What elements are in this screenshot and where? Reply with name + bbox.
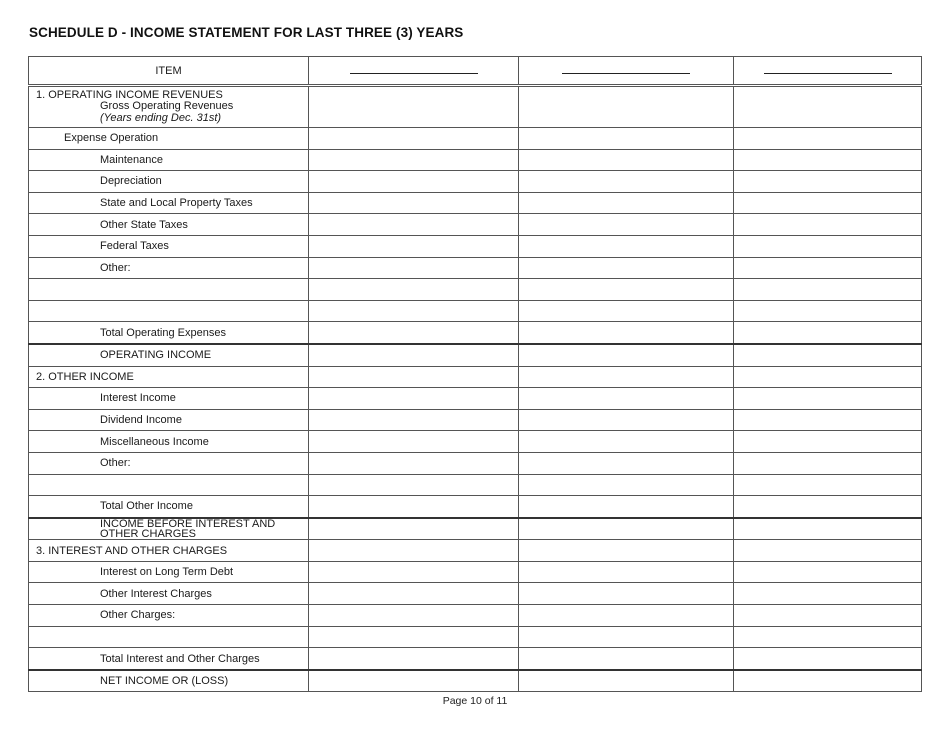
table-row [29,322,922,344]
value-cell[interactable] [734,496,922,518]
value-cell[interactable] [309,474,519,496]
income-statement-table [28,56,922,692]
value-cell[interactable] [734,149,922,171]
value-cell[interactable] [309,583,519,605]
operating-revenues-label [29,86,309,128]
value-cell[interactable] [519,300,734,322]
blank-label-cell[interactable] [29,474,309,496]
value-cell[interactable] [734,322,922,344]
value-cell[interactable] [519,605,734,627]
operating-heading: 1. OPERATING INCOME REVENUES [36,88,223,101]
table-row [29,474,922,496]
value-cell[interactable] [519,496,734,518]
table-row [29,605,922,627]
row-label: OPERATING INCOME [29,344,309,366]
table-row [29,496,922,518]
value-cell[interactable] [734,605,922,627]
value-cell[interactable] [519,171,734,193]
value-cell[interactable] [734,540,922,562]
table-row [29,149,922,171]
year-1-blank-line[interactable] [350,73,478,74]
row-label: Interest Income [29,388,309,410]
table-row [29,670,922,692]
table-row [29,214,922,236]
value-cell[interactable] [734,648,922,670]
value-cell[interactable] [734,366,922,388]
income-before-interest-label [29,518,309,540]
value-cell[interactable] [734,561,922,583]
row-label: State and Local Property Taxes [29,192,309,214]
value-cell[interactable] [734,344,922,366]
page-number: Page 10 of 11 [442,695,508,707]
table-row [29,409,922,431]
year-2-blank-line[interactable] [562,73,690,74]
row-label: Total Interest and Other Charges [29,648,309,670]
table-row [29,192,922,214]
row-label: Other State Taxes [29,214,309,236]
value-cell[interactable] [734,235,922,257]
row-label: NET INCOME OR (LOSS) [29,670,309,692]
row-label: Total Other Income [29,496,309,518]
page-title: SCHEDULE D - INCOME STATEMENT FOR LAST THREE (3) YEARS [29,25,464,40]
row-label: Maintenance [29,149,309,171]
table-row [29,279,922,301]
value-cell[interactable] [519,561,734,583]
value-cell[interactable] [734,128,922,150]
row-label: Federal Taxes [29,235,309,257]
row-label: Expense Operation [29,128,309,150]
value-cell[interactable] [309,322,519,344]
table-row [29,388,922,410]
section-heading: 2. OTHER INCOME [29,366,309,388]
row-label: Miscellaneous Income [29,431,309,453]
value-cell[interactable] [309,171,519,193]
value-cell[interactable] [309,192,519,214]
value-cell[interactable] [309,670,519,692]
value-cell[interactable] [309,431,519,453]
row-label: Total Operating Expenses [29,322,309,344]
table-row [29,431,922,453]
value-cell[interactable] [309,518,519,540]
value-cell[interactable] [519,344,734,366]
value-cell[interactable] [519,409,734,431]
value-cell[interactable] [309,605,519,627]
year-2-header[interactable] [519,57,734,86]
value-cell[interactable] [734,171,922,193]
year-3-header[interactable] [734,57,922,86]
value-cell[interactable] [309,561,519,583]
value-cell[interactable] [519,388,734,410]
value-cell[interactable] [519,540,734,562]
value-cell[interactable] [519,235,734,257]
value-cell[interactable] [519,452,734,474]
value-cell[interactable] [734,452,922,474]
row-label: Other Charges: [29,605,309,627]
table-row [29,540,922,562]
value-cell[interactable] [309,366,519,388]
row-label-line-1: INCOME BEFORE INTEREST AND [100,517,276,530]
value-cell[interactable] [519,431,734,453]
table-row [29,452,922,474]
value-cell[interactable] [734,86,922,128]
value-cell[interactable] [309,540,519,562]
row-label: Interest on Long Term Debt [29,561,309,583]
value-cell[interactable] [309,128,519,150]
table-row [29,128,922,150]
table-row [29,626,922,648]
value-cell[interactable] [734,279,922,301]
value-cell[interactable] [309,409,519,431]
table-header-row [29,57,922,86]
value-cell[interactable] [309,214,519,236]
value-cell[interactable] [734,300,922,322]
value-cell[interactable] [309,452,519,474]
row-label: Depreciation [29,171,309,193]
value-cell[interactable] [309,235,519,257]
table-row [29,171,922,193]
table-row [29,300,922,322]
value-cell[interactable] [519,128,734,150]
value-cell[interactable] [519,366,734,388]
value-cell[interactable] [734,192,922,214]
value-cell[interactable] [309,279,519,301]
item-column-header: ITEM [29,57,309,86]
blank-label-cell[interactable] [29,626,309,648]
value-cell[interactable] [734,626,922,648]
table-row [29,583,922,605]
blank-label-cell[interactable] [29,300,309,322]
value-cell[interactable] [519,474,734,496]
row-label-line-2: OTHER CHARGES [100,527,196,540]
table-row [29,344,922,366]
value-cell[interactable] [309,388,519,410]
value-cell[interactable] [734,388,922,410]
value-cell[interactable] [734,409,922,431]
value-cell[interactable] [519,322,734,344]
value-cell[interactable] [519,214,734,236]
value-cell[interactable] [309,626,519,648]
table-row [29,561,922,583]
value-cell[interactable] [519,257,734,279]
value-cell[interactable] [734,583,922,605]
value-cell[interactable] [309,300,519,322]
value-cell[interactable] [519,670,734,692]
value-cell[interactable] [309,149,519,171]
value-cell[interactable] [309,86,519,128]
value-cell[interactable] [734,518,922,540]
value-cell[interactable] [734,670,922,692]
table-row [29,648,922,670]
value-cell[interactable] [734,214,922,236]
year-1-header[interactable] [309,57,519,86]
value-cell[interactable] [309,496,519,518]
value-cell[interactable] [519,279,734,301]
table-row [29,235,922,257]
row-label: Other Interest Charges [29,583,309,605]
value-cell[interactable] [309,648,519,670]
value-cell[interactable] [734,257,922,279]
value-cell[interactable] [519,192,734,214]
gross-revenues-label: Gross Operating Revenues [100,100,234,113]
years-ending-note: (Years ending Dec. 31st) [100,111,222,124]
section-heading: 3. INTEREST AND OTHER CHARGES [29,540,309,562]
blank-label-cell[interactable] [29,279,309,301]
table-row [29,366,922,388]
value-cell[interactable] [309,344,519,366]
value-cell[interactable] [519,583,734,605]
table-row [29,86,922,128]
value-cell[interactable] [519,648,734,670]
value-cell[interactable] [519,86,734,128]
value-cell[interactable] [519,149,734,171]
value-cell[interactable] [309,257,519,279]
table-row [29,518,922,540]
value-cell[interactable] [734,474,922,496]
row-label: Dividend Income [29,409,309,431]
value-cell[interactable] [734,431,922,453]
table-row [29,257,922,279]
row-label: Other: [29,257,309,279]
value-cell[interactable] [519,518,734,540]
value-cell[interactable] [519,626,734,648]
year-3-blank-line[interactable] [764,73,892,74]
row-label: Other: [29,452,309,474]
